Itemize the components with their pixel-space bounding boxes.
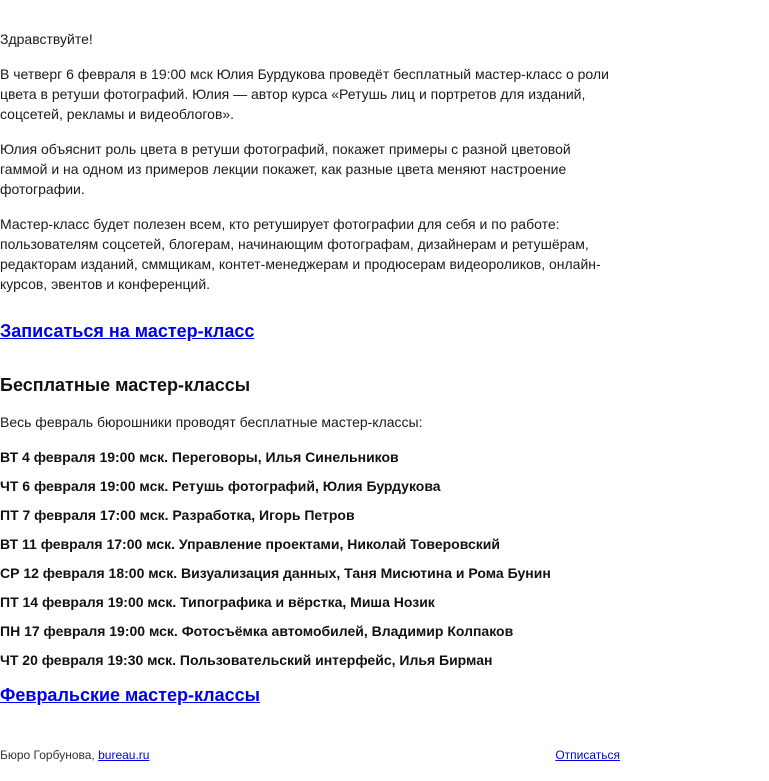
- section-title: Бесплатные мастер-классы: [0, 375, 251, 395]
- audience-paragraph: Мастер-класс будет полезен всем, кто ретуширует фотографии для себя и по работе: пользователям соцсетей, блогерам, начинающим фотографам, дизайнерам и ретушёрам, редакторам изданий, сммщикам, контет-менеджерам и продюсерам видеороликов, онлайн-курсов, эвентов и конференций.: [0, 216, 601, 292]
- events-list: [0, 447, 620, 679]
- event-item: ВТ 11 февраля 17:00 мск. Управление проектами, Николай Товеровский: [0, 536, 500, 552]
- footer: [0, 747, 620, 763]
- section-intro: Весь февраль бюрошники проводят бесплатные мастер-классы:: [0, 414, 423, 430]
- event-item: ЧТ 20 февраля 19:30 мск. Пользовательский интерфейс, Илья Бирман: [0, 652, 493, 668]
- event-item: ЧТ 6 февраля 19:00 мск. Ретушь фотографий, Юлия Бурдукова: [0, 478, 441, 494]
- event-item: ПТ 14 февраля 19:00 мск. Типографика и вёрстка, Миша Нозик: [0, 594, 435, 610]
- greeting: Здравствуйте!: [0, 31, 93, 47]
- event-item: ВТ 4 февраля 19:00 мск. Переговоры, Илья Синельников: [0, 449, 399, 465]
- unsubscribe-link[interactable]: Отписаться: [555, 748, 620, 762]
- signup-link[interactable]: Записаться на мастер-класс: [0, 321, 255, 341]
- description-paragraph: Юлия объяснит роль цвета в ретуши фотографий, покажет примеры с разной цветовой гаммой и на одном из примеров лекции покажет, как разные цвета меняют настроение фотографии.: [0, 141, 571, 197]
- event-item: ПТ 7 февраля 17:00 мск. Разработка, Игорь Петров: [0, 507, 355, 523]
- intro-paragraph: В четверг 6 февраля в 19:00 мск Юлия Бурдукова проведёт бесплатный мастер-класс о роли цвета в ретуши фотографий. Юлия — автор курса «Ретушь лиц и портретов для изданий, соцсетей, рекламы и видеоблогов».: [0, 66, 609, 122]
- event-item: СР 12 февраля 18:00 мск. Визуализация данных, Таня Мисютина и Рома Бунин: [0, 565, 551, 581]
- event-item: ПН 17 февраля 19:00 мск. Фотосъёмка автомобилей, Владимир Колпаков: [0, 623, 514, 639]
- site-link[interactable]: bureau.ru: [98, 748, 150, 762]
- february-classes-link[interactable]: Февральские мастер-классы: [0, 685, 261, 705]
- footer-company: Бюро Горбунова,: [0, 748, 99, 762]
